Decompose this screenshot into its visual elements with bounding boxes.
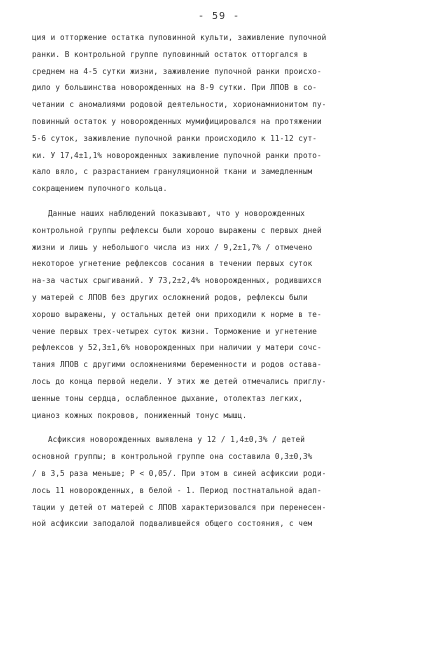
text-line: хорошо выражены, у остальных детей они приходили к норме в те- (32, 309, 322, 319)
text-line: / в 3,5 раза меньше; P < 0,05/. При этом в синей асфиксии роди- (32, 468, 327, 478)
text-line: жизни и лишь у небольшого числа из них / 9,2±1,7% / отмечено (32, 242, 313, 252)
text-line: тации у детей от матерей с ЛПОВ характеризовался при перенесен- (32, 502, 327, 512)
text-line: контрольной группы рефлексы были хорошо выражены с первых дней (32, 225, 322, 235)
text-line: тания ЛПОВ с другими осложнениями беременности и родов остава- (32, 360, 322, 370)
text-line: чение первых трех-четырех суток жизни. Торможение и угнетение (32, 326, 317, 336)
text-body (32, 30, 408, 533)
text-line: некоторое угнетение рефлексов сосания в течении первых суток (32, 259, 313, 269)
paragraph-first-line: Асфиксия новорожденных выявлена у 12 / 1,4±0,3% / детей (48, 435, 305, 445)
page-number: - 59 - (197, 11, 241, 22)
text-line: основной группы; в контрольной группе она составила 0,3±0,3% (32, 452, 313, 462)
text-line: цианоз кожных покровов, пониженный тонус мышц. (32, 410, 247, 420)
text-line: повинный остаток у новорожденных мумифицировался на протяжении (32, 116, 322, 126)
text-line: четании с аномалиями родовой деятельности, хорионамнионитом пу- (32, 100, 327, 110)
text-line: ки. У 17,4±1,1% новорожденных заживление пупочной ранки прото- (32, 150, 322, 160)
text-line: у матерей с ЛПОВ без других осложнений родов, рефлексы были (32, 292, 308, 302)
text-line: дило у большинства новорожденных на 8-9 сутки. При ЛПОВ в со- (32, 83, 317, 93)
text-line: ция и отторжение остатка пуповинной культи, заживление пупочной (32, 33, 327, 42)
text-line: 5-6 суток, заживление пупочной ранки происходило к 11-12 сут- (32, 133, 317, 143)
text-line: ранки. В контрольной группе пуповинный остаток отторгался в (32, 49, 308, 59)
text-line: на-за частых срыгиваний. У 73,2±2,4% новорожденных, родившихся (32, 276, 322, 286)
text-line: рефлексов у 52,3±1,6% новорожденных при наличии у матери сочс- (32, 343, 322, 353)
text-line: шенные тоны сердца, ослабленное дыхание, отолектаз легких, (32, 393, 303, 403)
text-line: кало вяло, с разрастанием грануляционной ткани и замедленным (32, 167, 313, 177)
text-line: среднем на 4-5 сутки жизни, заживление пупочной ранки происхо- (32, 66, 322, 76)
text-line: сокращением пупочного кольца. (32, 184, 168, 194)
text-line: лось до конца первой недели. У этих же детей отмечались приглу- (32, 376, 327, 386)
text-line: лось 11 новорожденных, в белой - 1. Период постнатальной адап- (32, 485, 322, 495)
text-line: ной асфиксии заподалой подвалившейся общего состояния, с чем (32, 519, 313, 529)
paragraph-first-line: Данные наших наблюдений показывают, что у новорожденных (48, 208, 305, 218)
